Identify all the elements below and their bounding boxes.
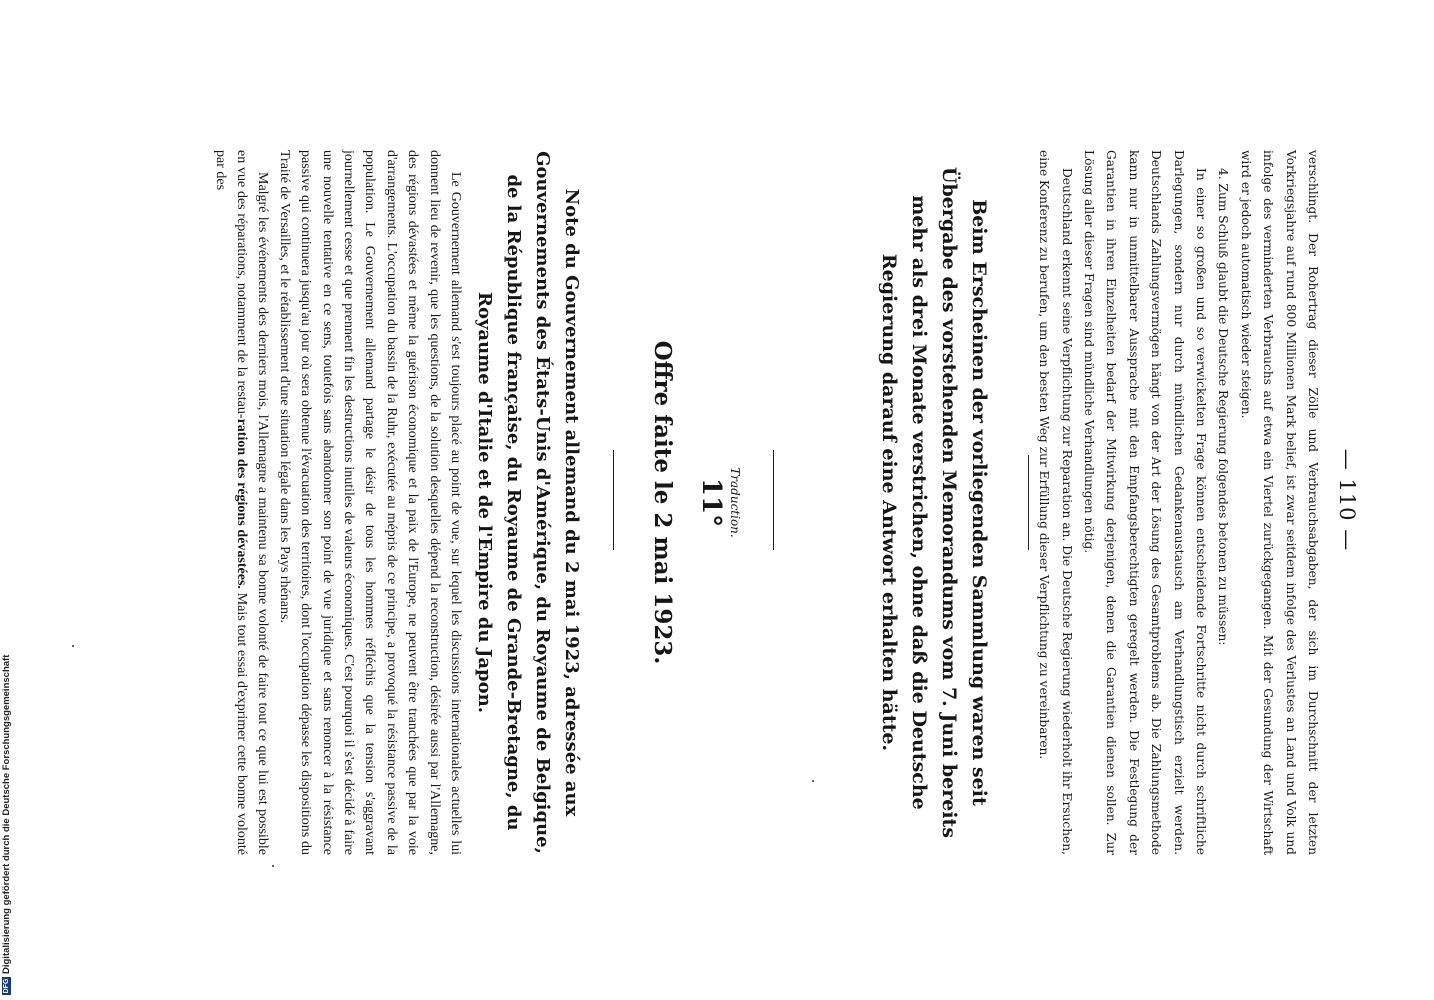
french-text-run: Malgré les événements des derniers mois, l'Allemagne a maintenu sa bonne volonté de faire tout ce que lui est possible en vue des réparations, notamment de la restau- [233, 150, 271, 855]
scan-speck [72, 645, 74, 647]
scan-speck [272, 865, 274, 867]
note-title: Note du Gouvernement allemand du 2 mai 1923, adressée aux Gouvernements des États-Unis d'Amérique, du Royaume de Belgique, de la République française, du Royaume de Grande-Bretagne, du Royaume d'Italie et de l'Empire du Japon. [474, 151, 582, 854]
french-text-block [209, 150, 466, 855]
scan-speck [812, 780, 814, 782]
dfg-logo: DFG [2, 978, 10, 994]
traduction-label: Traduction. [728, 467, 742, 538]
divider-rule [613, 450, 614, 550]
digitization-credit: Digitalisierung gefördert durch die Deutsche Forschungsgemeinschaft [1, 654, 12, 974]
divider-rule [1028, 455, 1029, 550]
french-bold-run: ration des régions dévastées. [233, 418, 249, 589]
french-paragraph: Le Gouvernement allemand s'est toujours placé au point de vue, sur lequel les discussions internationales actuelles lui donnent lieu de revenir, que les questions, de la solution desquelles dépend la reconstruction, désirée aussi par l'Allemagne, des régions dévastées et même la guérison économique et la paix de l'Europe, ne peuvent être tranchées que par la voie d'arrangements. L'occupation du bassin de la Ruhr, exécutée au mépris de ce principe, a provoqué la résistance passive de la population. Le Gouvernement allemand partage le désir de tous les hommes réfléchis que la tension s'aggravant journellement cesse et que prennent fin les destructions inutiles de valeurs économiques. C'est pourquoi il s'est décidé à faire une nouvelle tentative en ce sens, toutefois sans abandonner son point de vue juridique et sans renoncer à la résistance passive qui continuera jusqu'au jour où sera obtenue l'évacuation des territoires, dont l'occupation dépasse les dispositions du Traité de Versailles, et le rétablissement d'une situation légale dans les Pays rhénans. [276, 150, 463, 855]
section-number: 11° [696, 477, 726, 528]
offre-title: Offre faite le 2 mai 1923. [649, 340, 676, 665]
french-text-run: Mais tout essai d'exprimer cette bonne volonté par des [212, 150, 249, 855]
german-heading: Beim Erscheinen der vorliegenden Sammlung waren seit Übergabe des vorstehenden Memorandums vom 7. Juni bereits mehr als drei Monate verstrichen, ohne daß die Deutsche Regierung darauf eine Antwort erhalten hätte. [878, 166, 990, 839]
german-paragraph: In einer so großen und so verwickelten Frage können entscheidende Fortschritte nicht durch schriftliche Darlegungen, sondern nur durch mündlichen Gedankenaustausch am Verhandlungstisch erzielt werden. Deutschlands Zahlungsvermögen hängt von der Art der Lösung des Gesamtproblems ab. Die Zahlungsmethode kann nur in unmittelbarer Aussprache mit den Empfangsberechtigten geregelt werden. Die Festlegung der Garantien in ihren Einzelheiten bedarf der Mitwirkung derjenigen, denen die Garantien dienen sollen. Zur Lösung aller dieser Fragen sind mündliche Verhandlungen nötig. [1081, 150, 1208, 855]
german-paragraph: verschlingt. Der Rohertrag dieser Zölle und Verbrauchsabgaben, der sich im Durchschnitt der letzten Vorkriegsjahre auf rund 800 Millionen Mark belief, ist zwar seitdem infolge des Verlustes an Land und Volk und infolge des verminderten Verbrauchs auf etwa ein Viertel zurückgegangen. Mit der Gesundung der Wirtschaft wird er jedoch automatisch wieder steigen. [1238, 150, 1320, 855]
page-number: — 110 — [1335, 448, 1359, 552]
french-paragraph [209, 150, 273, 855]
german-text-block [1033, 150, 1324, 855]
divider-rule [773, 450, 774, 550]
german-paragraph: 4. Zum Schluß glaubt die Deutsche Regierung folgendes betonen zu müssen: [1216, 168, 1231, 646]
dfg-credit-strip [0, 610, 14, 995]
german-paragraph: Deutschland erkennt seine Verpflichtung zur Reparation an. Die Deutsche Regierung wiederholt ihr Ersuchen, eine Konferenz zu berufen, um den besten Weg zur Erfüllung dieser Verpflichtung zu vereinbaren. [1037, 150, 1074, 855]
